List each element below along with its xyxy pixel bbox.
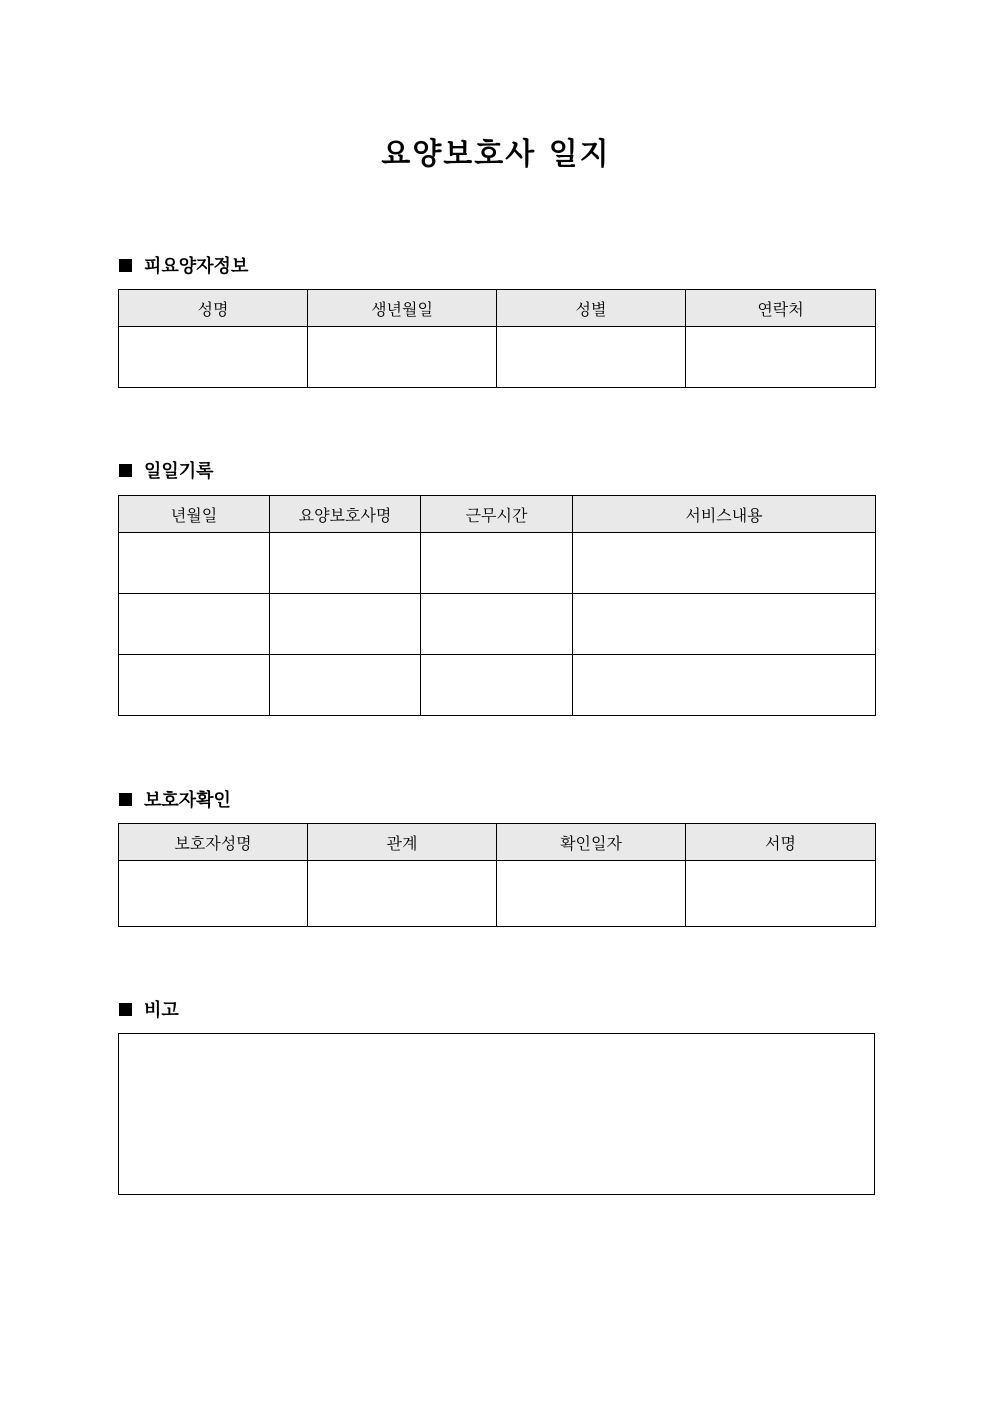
table-header-row	[119, 290, 876, 327]
column-header-contact: 연락처	[686, 290, 876, 327]
caregiver-name-cell[interactable]	[270, 594, 421, 655]
table-header-row	[119, 496, 876, 533]
service-details-cell[interactable]	[573, 655, 876, 716]
document-title: 요양보호사 일지	[381, 137, 611, 172]
signature-cell[interactable]	[686, 861, 876, 927]
contact-cell[interactable]	[686, 327, 876, 388]
date-cell[interactable]	[119, 533, 270, 594]
table-header-row	[119, 824, 876, 861]
guardian-confirm-table	[118, 823, 876, 927]
table-row	[119, 533, 876, 594]
daily-log-table	[118, 495, 876, 716]
caregiver-name-cell[interactable]	[270, 533, 421, 594]
section-title: 일일기록	[144, 461, 214, 482]
square-bullet-icon	[119, 464, 132, 477]
table-row	[119, 594, 876, 655]
column-header-confirm-date: 확인일자	[497, 824, 686, 861]
column-header-date: 년월일	[119, 496, 270, 533]
section-heading-notes	[119, 997, 179, 1021]
column-header-birthdate: 생년월일	[308, 290, 497, 327]
section-heading-daily-log	[119, 458, 214, 482]
relationship-cell[interactable]	[308, 861, 497, 927]
square-bullet-icon	[119, 793, 132, 806]
date-cell[interactable]	[119, 594, 270, 655]
column-header-signature: 서명	[686, 824, 876, 861]
column-header-relationship: 관계	[308, 824, 497, 861]
guardian-name-cell[interactable]	[119, 861, 308, 927]
table-row	[119, 655, 876, 716]
column-header-caregiver-name: 요양보호사명	[270, 496, 421, 533]
name-cell[interactable]	[119, 327, 308, 388]
section-title: 보호자확인	[144, 790, 231, 811]
column-header-gender: 성별	[497, 290, 686, 327]
square-bullet-icon	[119, 1003, 132, 1016]
work-hours-cell[interactable]	[421, 594, 573, 655]
date-cell[interactable]	[119, 655, 270, 716]
section-heading-recipient-info	[119, 253, 248, 277]
section-heading-guardian-confirm	[119, 787, 231, 811]
column-header-work-hours: 근무시간	[421, 496, 573, 533]
column-header-guardian-name: 보호자성명	[119, 824, 308, 861]
birthdate-cell[interactable]	[308, 327, 497, 388]
recipient-info-table	[118, 289, 876, 388]
confirm-date-cell[interactable]	[497, 861, 686, 927]
service-details-cell[interactable]	[573, 533, 876, 594]
table-row	[119, 327, 876, 388]
column-header-name: 성명	[119, 290, 308, 327]
notes-box[interactable]	[118, 1033, 875, 1195]
section-title: 피요양자정보	[144, 256, 249, 277]
table-row	[119, 861, 876, 927]
work-hours-cell[interactable]	[421, 655, 573, 716]
column-header-service-details: 서비스내용	[573, 496, 876, 533]
work-hours-cell[interactable]	[421, 533, 573, 594]
square-bullet-icon	[119, 259, 132, 272]
gender-cell[interactable]	[497, 327, 686, 388]
caregiver-name-cell[interactable]	[270, 655, 421, 716]
section-title: 비고	[144, 1000, 179, 1021]
service-details-cell[interactable]	[573, 594, 876, 655]
